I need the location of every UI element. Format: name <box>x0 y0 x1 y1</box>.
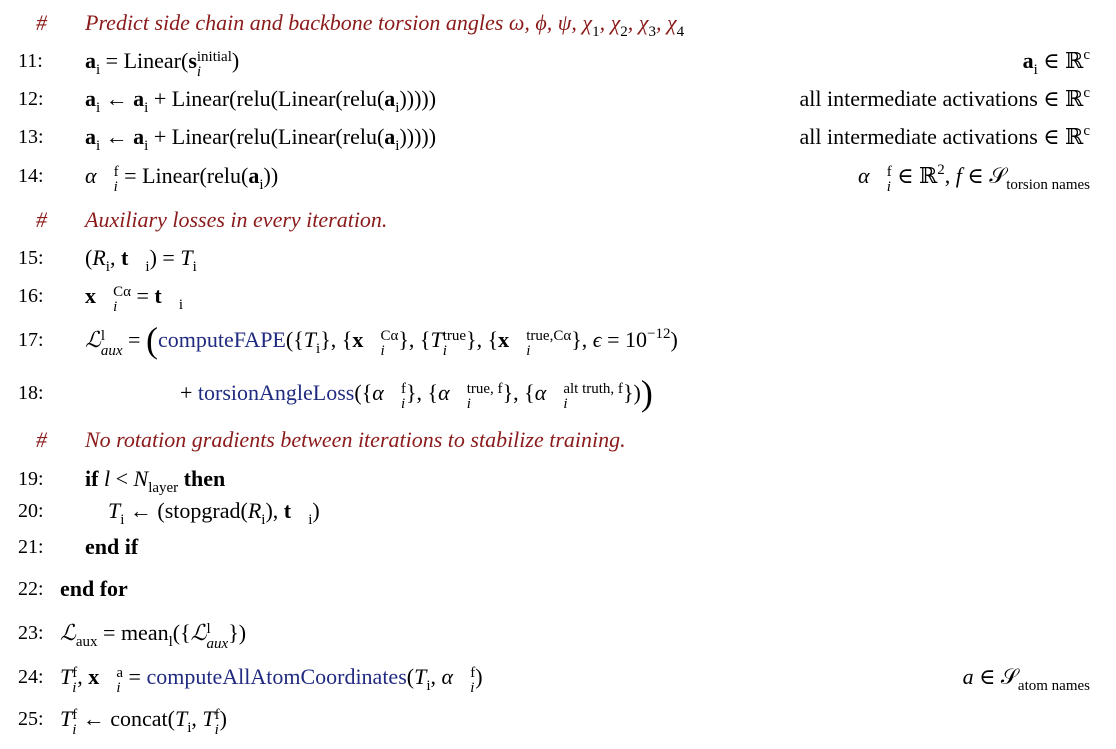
math-text: i <box>144 100 149 116</box>
math-text: f <box>955 163 962 188</box>
line-annotation <box>800 82 1090 116</box>
comment-hash: # <box>36 10 47 35</box>
math-text: a <box>133 124 145 149</box>
superscript: Cα <box>113 284 131 300</box>
line-code <box>85 44 239 80</box>
subscript: i <box>72 680 77 696</box>
subscript: aux <box>100 343 123 359</box>
math-text: i <box>120 512 125 528</box>
keyword: then <box>178 466 226 491</box>
math-text: i <box>96 100 101 116</box>
line-annotation <box>963 660 1090 694</box>
math-text: a <box>962 664 974 689</box>
keyword: end if <box>85 534 139 559</box>
comment-line-torsion <box>0 6 1116 40</box>
superscript: true, f <box>466 381 503 397</box>
math-text: T <box>202 706 215 731</box>
math-text: + <box>180 380 198 405</box>
line-number: 21: <box>18 536 44 558</box>
line-code <box>85 320 678 360</box>
comment-line-aux <box>0 203 1116 237</box>
line-annotation <box>858 159 1090 195</box>
math-text: 2 <box>937 162 945 178</box>
algo-line-12 <box>0 82 1116 116</box>
line-code <box>85 279 183 315</box>
math-text: , <box>77 664 89 689</box>
superscript: l <box>100 328 106 344</box>
subscript: i <box>196 64 202 80</box>
line-code <box>85 159 278 195</box>
math-text: ω, ϕ, ψ, χ <box>508 10 593 35</box>
math-text: a <box>133 86 145 111</box>
comment-text <box>85 203 387 237</box>
math-text: , χ <box>627 10 649 35</box>
math-text: i <box>96 62 101 78</box>
math-text: i <box>308 512 313 528</box>
math-text: x⃗ <box>352 327 381 352</box>
math-text: i <box>316 341 321 357</box>
math-text: all intermediate activations ∈ ℝ <box>799 124 1084 149</box>
line-number: 24: <box>18 666 44 688</box>
math-text: a <box>85 48 96 73</box>
subscript: i <box>886 179 891 195</box>
math-text: t⃗ <box>154 283 179 308</box>
math-text: i <box>395 100 400 116</box>
math-text: ))))) <box>399 124 437 149</box>
comment-text <box>85 423 626 457</box>
math-text: ({ <box>285 327 304 352</box>
math-text: ({ <box>354 380 373 405</box>
math-text: }, { <box>320 327 353 352</box>
math-text: a <box>384 86 396 111</box>
subscript: i <box>113 299 118 315</box>
math-text: }, { <box>466 327 499 352</box>
math-text: α⃗ <box>438 380 467 405</box>
comment-hash: # <box>36 207 47 232</box>
subscript: i <box>380 343 385 359</box>
sub-superscript <box>113 285 131 315</box>
math-text: α⃗ <box>85 163 114 188</box>
math-text: ) <box>640 373 653 413</box>
superscript: f <box>113 164 119 180</box>
superscript: Cα <box>380 328 399 344</box>
subscript: i <box>113 179 118 195</box>
line-number: 25: <box>18 708 44 730</box>
math-text: }) <box>228 620 247 645</box>
math-text: No rotation gradients between iterations to stabilize training. <box>85 427 626 452</box>
line-annotation <box>800 120 1090 154</box>
math-text: ) <box>231 48 240 73</box>
line-number: 19: <box>18 468 44 490</box>
line-number: 16: <box>18 285 44 307</box>
math-text: a <box>248 163 260 188</box>
math-text: T <box>180 245 193 270</box>
superscript: a <box>116 665 124 681</box>
math-text: i <box>105 259 110 275</box>
superscript: f <box>886 164 892 180</box>
algo-line-21 <box>0 530 1116 564</box>
superscript: f <box>72 707 78 723</box>
math-text: ), <box>265 498 284 523</box>
subscript: i <box>563 396 568 412</box>
math-text: all intermediate activations ∈ ℝ <box>799 86 1084 111</box>
math-text: , <box>109 245 121 270</box>
math-text: ) <box>219 706 227 731</box>
math-text: ← concat( <box>77 706 175 731</box>
math-text: }, <box>571 327 593 352</box>
subscript: i <box>526 343 531 359</box>
math-text: T <box>414 664 427 689</box>
algo-line-24 <box>0 660 1116 694</box>
math-text: ))))) <box>399 86 437 111</box>
line-number: 22: <box>18 578 44 600</box>
keyword: end for <box>60 576 128 601</box>
math-text: }, { <box>398 327 431 352</box>
subscript: i <box>116 680 121 696</box>
math-text: x⃗ <box>498 327 527 352</box>
superscript: initial <box>196 49 232 65</box>
superscript: f <box>72 665 78 681</box>
math-text: a <box>1022 48 1034 73</box>
math-text: t⃗ <box>283 498 309 523</box>
math-text: 1 <box>592 24 600 40</box>
math-text: x⃗ <box>85 283 114 308</box>
keyword: if <box>85 466 104 491</box>
line-code <box>60 572 128 606</box>
superscript: f <box>214 707 220 723</box>
math-text: i <box>259 177 264 193</box>
sub-superscript <box>467 382 503 412</box>
line-number: 15: <box>18 247 44 269</box>
math-text: ℒ <box>190 620 207 645</box>
line-number: 17: <box>18 329 44 351</box>
math-text: ) = <box>149 245 181 270</box>
math-text: i <box>426 678 431 694</box>
line-number: 23: <box>18 622 44 644</box>
math-text: l <box>168 634 173 650</box>
math-text: = <box>123 664 147 689</box>
math-text: ) <box>670 327 678 352</box>
line-number: 13: <box>18 126 44 148</box>
line-number: 20: <box>18 500 44 522</box>
math-text: i <box>261 512 266 528</box>
subscript: i <box>72 722 77 738</box>
math-text: T <box>60 706 73 731</box>
line-code <box>60 660 483 696</box>
math-text: Auxiliary losses in every iteration. <box>85 207 388 232</box>
math-text: < <box>110 466 134 491</box>
math-text: ← <box>100 124 134 149</box>
line-number: 14: <box>18 165 44 187</box>
math-text: , χ <box>655 10 677 35</box>
superscript: alt truth, f <box>563 381 623 397</box>
math-text: a <box>85 86 96 111</box>
math-text: ∈ ℝ <box>891 163 938 188</box>
function-name: torsionAngleLoss <box>197 380 355 405</box>
math-text: c <box>1083 85 1090 101</box>
math-text: T <box>108 498 121 523</box>
math-text: N <box>133 466 149 491</box>
math-text: T <box>174 706 188 731</box>
math-text: i <box>187 720 192 736</box>
math-text: ← <box>100 86 134 111</box>
math-text: 3 <box>648 24 656 40</box>
math-text: ({ <box>172 620 191 645</box>
math-text: i <box>145 259 150 275</box>
line-annotation <box>1023 44 1090 78</box>
function-name: computeFAPE <box>157 327 286 352</box>
sub-superscript <box>207 622 229 652</box>
math-text: i <box>1033 62 1038 78</box>
line-number: 11: <box>18 50 43 72</box>
superscript: l <box>206 621 211 637</box>
line-code <box>108 494 320 528</box>
math-text: i <box>192 259 197 275</box>
sub-superscript <box>563 382 623 412</box>
algo-line-20 <box>0 494 1116 528</box>
math-text: c <box>1083 47 1090 63</box>
math-text: layer <box>148 480 179 496</box>
math-text: T <box>60 664 73 689</box>
math-text: 2 <box>620 24 628 40</box>
math-text: ← (stopgrad( <box>124 498 248 523</box>
math-text: = mean <box>97 620 169 645</box>
line-code <box>180 373 653 413</box>
superscript: f <box>470 665 476 681</box>
math-text: s <box>188 48 197 73</box>
comment-text <box>85 6 684 40</box>
math-text: i <box>178 297 184 313</box>
line-code <box>85 241 197 275</box>
line-number: 12: <box>18 88 44 110</box>
line-code <box>60 616 246 652</box>
math-text: = Linear( <box>100 48 189 73</box>
math-text: torsion names <box>1006 177 1090 193</box>
sub-superscript <box>526 329 571 359</box>
sub-superscript <box>380 329 398 359</box>
algo-line-18 <box>0 373 1116 413</box>
algo-line-16 <box>0 279 1116 313</box>
algo-line-23 <box>0 616 1116 650</box>
math-text: t⃗ <box>120 245 146 270</box>
superscript: true <box>442 328 467 344</box>
math-text: ) <box>312 498 320 523</box>
math-text: i <box>96 138 101 154</box>
comment-line-gradients <box>0 423 1116 457</box>
math-text: α⃗ <box>534 380 564 405</box>
math-text: α⃗ <box>858 163 887 188</box>
math-text: α⃗ <box>372 380 401 405</box>
line-code <box>85 120 436 154</box>
algo-line-25 <box>0 702 1116 736</box>
algo-line-13 <box>0 120 1116 154</box>
math-text: , <box>430 664 442 689</box>
algo-line-14 <box>0 159 1116 193</box>
subscript: i <box>442 343 447 359</box>
algo-line-22 <box>0 572 1116 606</box>
math-text: ( <box>85 245 93 270</box>
line-code <box>60 702 227 738</box>
math-text: }) <box>622 380 641 405</box>
math-text: ( <box>406 664 415 689</box>
algo-line-15 <box>0 241 1116 275</box>
math-text: −12 <box>647 326 671 342</box>
math-text: c <box>1083 123 1090 139</box>
math-text: aux <box>75 634 98 650</box>
math-text: + Linear(relu(Linear(relu( <box>148 86 385 111</box>
line-code <box>85 462 225 496</box>
sub-superscript <box>443 329 466 359</box>
math-text: ℒ <box>60 620 76 645</box>
sub-superscript <box>101 329 123 359</box>
math-text: = <box>122 327 146 352</box>
math-text: ϵ <box>592 327 602 352</box>
math-text: }, { <box>502 380 535 405</box>
comment-hash: # <box>36 427 47 452</box>
math-text: i <box>144 138 149 154</box>
algo-line-11 <box>0 44 1116 78</box>
math-text: )) <box>263 163 279 188</box>
algo-line-17 <box>0 320 1116 360</box>
line-code <box>85 530 138 564</box>
math-text: = Linear(relu( <box>118 163 249 188</box>
superscript: true,Cα <box>526 328 572 344</box>
math-text: + Linear(relu(Linear(relu( <box>148 124 385 149</box>
math-text: T <box>430 327 443 352</box>
line-number: 18: <box>18 382 44 404</box>
math-text: , χ <box>599 10 621 35</box>
math-text: ℒ <box>85 327 101 352</box>
math-text: 4 <box>676 24 685 40</box>
subscript: i <box>214 722 219 738</box>
math-text: ∈ ℝ <box>1037 48 1084 73</box>
math-text: atom names <box>1017 678 1090 694</box>
superscript: f <box>400 381 406 397</box>
algo-line-19 <box>0 462 1116 496</box>
subscript: aux <box>206 636 229 652</box>
subscript: i <box>400 396 406 412</box>
math-text: ) <box>475 664 483 689</box>
math-text: , <box>944 163 956 188</box>
math-text: = <box>131 283 155 308</box>
math-text: i <box>395 138 400 154</box>
math-text: R <box>247 498 262 523</box>
function-name: computeAllAtomCoordinates <box>146 664 407 689</box>
math-text: ∈ 𝒮 <box>961 163 1007 188</box>
math-text: = 10 <box>601 327 648 352</box>
math-text: x⃗ <box>88 664 117 689</box>
math-text: , <box>191 706 203 731</box>
math-text: R <box>92 245 106 270</box>
math-text: }, { <box>405 380 439 405</box>
sub-superscript <box>197 50 232 80</box>
line-code <box>85 82 436 116</box>
math-text: a <box>85 124 96 149</box>
subscript: i <box>466 396 471 412</box>
math-text: l <box>103 466 111 491</box>
subscript: i <box>470 680 475 696</box>
math-text: α⃗ <box>441 664 471 689</box>
math-text: a <box>384 124 396 149</box>
math-text: ( <box>145 320 158 360</box>
math-text: ∈ 𝒮 <box>973 664 1018 689</box>
math-text: T <box>303 327 317 352</box>
math-text: Predict side chain and backbone torsion angles <box>85 10 509 35</box>
